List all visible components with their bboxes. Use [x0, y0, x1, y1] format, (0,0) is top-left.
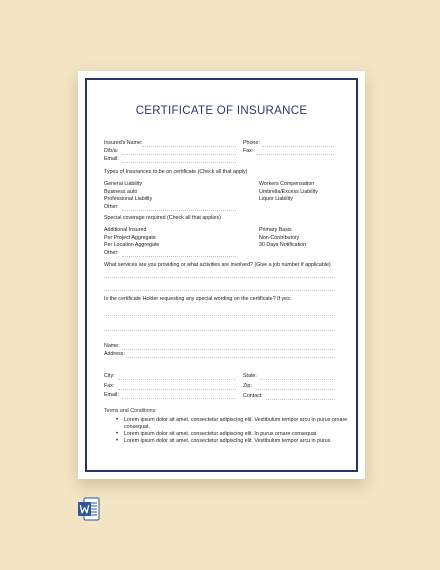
type-liquor-liability: Liquor Liability	[259, 196, 293, 202]
contact-label: Contact:	[243, 393, 263, 399]
state-line	[260, 379, 335, 380]
special-other-line	[122, 256, 236, 257]
certificate-document	[78, 71, 365, 479]
services-answer-line-2	[104, 290, 335, 291]
fax-line	[256, 154, 334, 155]
email2-line	[122, 398, 236, 399]
special-30-days: 30 Days Notification	[259, 242, 307, 248]
special-per-location: Per Location Aggregate	[104, 242, 160, 248]
phone-line	[262, 146, 334, 147]
special-non-contributory: Non-Contributory	[259, 235, 300, 241]
type-professional-liability: Professional Liability	[104, 196, 153, 202]
insured-name-line	[142, 146, 236, 147]
fax-label: Fax:	[243, 148, 254, 154]
type-workers-compensation: Workers Compensation	[259, 181, 315, 187]
services-answer-line-1	[104, 277, 335, 278]
wording-question: Is the certificate Holder requesting any special wording on the certificate? If yes:	[104, 296, 292, 302]
state-label: State:	[243, 373, 257, 379]
special-heading: Special coverage required (Check all that applies)	[104, 215, 221, 221]
fax2-label: Fax:	[104, 383, 115, 389]
dba-label: D/b/a:	[104, 148, 119, 154]
types-heading: Types of Insurances to be on certificate (Check all that apply)	[104, 169, 248, 175]
city-line	[118, 379, 236, 380]
email2-label: Email:	[104, 392, 119, 398]
type-umbrella-liability: Umbrella/Excess Liability	[259, 189, 318, 195]
type-business-auto: Business auto	[104, 189, 138, 195]
wording-answer-line-2	[104, 330, 335, 331]
zip-line	[256, 389, 335, 390]
terms-item: • Lorem ipsum dolor sit amet, consectetur adipiscing elit. Vestibulum tempor arcu in purus ornare consequat.	[116, 417, 348, 430]
email-line	[122, 162, 236, 163]
type-general-liability: General Liability	[104, 181, 142, 187]
zip-label: Zip:	[243, 383, 252, 389]
wording-answer-line-1	[104, 315, 335, 316]
address-line	[126, 357, 335, 358]
special-per-project: Per Project Aggregate	[104, 235, 156, 241]
dba-line	[122, 154, 236, 155]
special-other: Other:	[104, 250, 119, 256]
terms-heading: Terms and Conditions:	[104, 408, 157, 414]
fax2-line	[118, 389, 236, 390]
special-primary-basis: Primary Basis	[259, 227, 292, 233]
address-label: Address:	[104, 351, 125, 357]
city-label: City:	[104, 373, 115, 379]
type-other: Other:	[104, 204, 119, 210]
email-label: Email:	[104, 156, 119, 162]
terms-item: • Lorem ipsum dolor sit amet, consectetur adipiscing elit. In purus ornare consequat	[116, 431, 348, 438]
insured-name-label: Insured's Name:	[104, 140, 143, 146]
terms-item: • Lorem ipsum dolor sit amet, consectetur adipiscing elit. Vestibulum tempor arcu in purus	[116, 438, 348, 445]
name-line	[122, 349, 335, 350]
word-document-icon	[78, 497, 100, 521]
contact-line	[266, 399, 335, 400]
name-label: Name:	[104, 343, 120, 349]
type-other-line	[122, 210, 236, 211]
services-question: What services are you providing or what activities are involved? (Give a job number if applicable)	[104, 262, 331, 268]
phone-label: Phone:	[243, 140, 260, 146]
terms-list	[116, 417, 348, 445]
special-additional-insured: Additional Insured	[104, 227, 147, 233]
document-title: CERTIFICATE OF INSURANCE	[135, 105, 308, 117]
